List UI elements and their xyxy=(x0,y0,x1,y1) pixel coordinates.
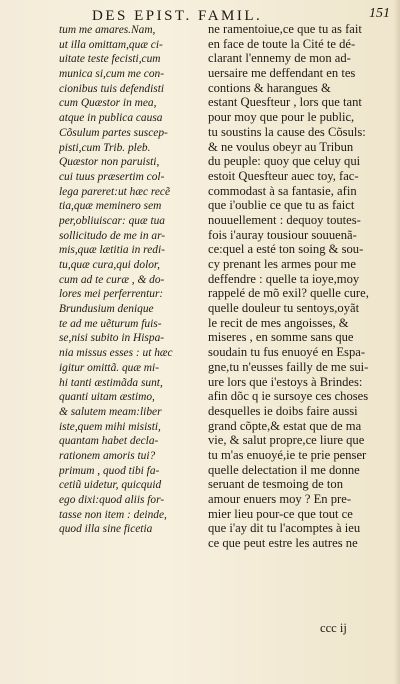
latin-text-line: sollicitudo de me in ar- xyxy=(59,229,166,242)
french-text-line: ne ramentoiue,ce que tu as fait xyxy=(208,22,362,36)
french-text-line: afin dõc q ie sursoye ces choses xyxy=(208,389,369,404)
french-text-line: nouuellement : dequoy toutes- xyxy=(208,212,361,227)
latin-text-line: quantam habet decla- xyxy=(59,435,159,448)
latin-text-line: quod illa sine ficetia xyxy=(59,523,153,536)
french-text-line: desquelles ie doibs faire aussi xyxy=(208,403,358,418)
latin-text-line: cum ad te curæ , & do- xyxy=(59,273,165,286)
french-text-line: pour moy que pour le public, xyxy=(208,110,355,125)
running-head: DES EPIST. FAMIL. xyxy=(92,8,263,24)
latin-text-line: atque in publica causa xyxy=(59,112,163,125)
page-number: 151 xyxy=(369,6,390,21)
french-text-line: commodast à sa fantasie, afin xyxy=(208,183,357,198)
french-text-line: soudain tu fus enuoyé en Espa- xyxy=(208,345,366,360)
latin-text-line: Quæstor non paruisti, xyxy=(59,156,160,169)
french-text-line: deffendre : quelle ta ioye,moy xyxy=(208,271,360,286)
french-text-line: que i'ay dit tu l'acomptes à ieu xyxy=(208,521,361,536)
french-text-line: amour enuers moy ? En pre- xyxy=(208,492,352,506)
latin-text-line: tia,quæ meminero sem xyxy=(59,200,162,213)
french-text-column xyxy=(208,22,398,551)
french-text-line: du peuple: quoy que celuy qui xyxy=(208,154,361,169)
french-text-line: contions & harangues & xyxy=(208,80,331,95)
french-text-line: estoit Quesfteur auec toy, fac- xyxy=(208,168,359,183)
french-text-line: uersaire me deffendant en tes xyxy=(208,66,356,81)
french-text-line: quelle delectation il me donne xyxy=(208,462,360,477)
latin-text-line: lega pareret:ut hæc recẽ xyxy=(59,185,171,198)
page-edge-shadow xyxy=(394,0,400,684)
latin-text-line: nia missus esses : ut hæc xyxy=(59,347,173,360)
french-text-line: quelle douleur tu sentoys,oyãt xyxy=(208,301,360,316)
french-text-line: tu m'as enuoyé,ie te prie penser xyxy=(208,447,367,462)
french-text-line: & ne voulus obeyr au Tribun xyxy=(208,139,354,154)
latin-text-line: cum Quæstor in mea, xyxy=(59,97,157,110)
latin-text-line: te ad me uẽturum fuis- xyxy=(59,317,162,330)
french-text-line: mier lieu pour-ce que tout ce xyxy=(208,506,353,521)
french-text-line: gne,tu n'eusses failly de me sui- xyxy=(208,359,369,374)
latin-text-line: iste,quem mihi misisti, xyxy=(59,420,161,433)
latin-text-line: se,nisi subito in Hispa- xyxy=(59,332,165,345)
latin-text-line: quanti uitam æstimo, xyxy=(59,391,155,404)
latin-text-column xyxy=(59,23,204,537)
french-text-line: miseres , en somme sans que xyxy=(208,330,354,345)
french-text-line: tu soustins la cause des Cõsuls: xyxy=(208,124,366,139)
french-text-line: que i'oublie ce que tu as faict xyxy=(208,198,355,213)
latin-text-line: primum , quod tibi fa- xyxy=(59,464,160,477)
latin-text-line: cetiũ uidetur, quicquid xyxy=(59,479,162,492)
latin-text-line: igitur omittã. quæ mi- xyxy=(59,361,159,374)
latin-text-line: cui tuus præsertim col- xyxy=(59,170,165,183)
french-text-line: seruant de tesmoing de ton xyxy=(208,477,344,492)
french-text-line: le recit de mes angoisses, & xyxy=(208,315,349,330)
latin-text-line: hi tanti æstimãda sunt, xyxy=(59,376,163,389)
french-text-line: vie, & salut propre,ce liure que xyxy=(208,433,365,448)
latin-text-line: ut illa omittam,quæ ci- xyxy=(59,38,163,51)
latin-text-line: Brundusium denique xyxy=(59,303,154,316)
french-text-line: grand cõpte,& estat que de ma xyxy=(208,418,362,433)
french-text-line: cy prenant les armes pour me xyxy=(208,257,356,271)
signature-mark: ccc ij xyxy=(320,621,347,635)
french-text-line: en face de toute la Cité te dé- xyxy=(208,36,356,51)
latin-text-line: tasse non item : deinde, xyxy=(59,508,167,521)
french-text-line: clarant l'ennemy de mon ad- xyxy=(208,51,351,66)
latin-text-line: ego dixi:quod aliis for- xyxy=(59,494,165,506)
latin-text-line: lores mei perferrentur: xyxy=(59,288,164,301)
latin-text-line: pisti,cum Trib. pleb. xyxy=(59,141,151,154)
french-text-line: estant Quesfteur , lors que tant xyxy=(208,95,362,110)
latin-text-line: mis,quæ lætitia in redi- xyxy=(59,244,165,257)
french-text-line: fois i'auray tousiour souuenã- xyxy=(208,227,357,242)
latin-text-line: tu,quæ cura,qui dolor, xyxy=(59,259,160,271)
latin-text-line: munica si,cum me con- xyxy=(59,68,165,81)
latin-text-line: cionibus tuis defendisti xyxy=(59,82,165,95)
latin-text-line: tum me amares.Nam, xyxy=(59,24,156,36)
french-text-line: ce:quel a esté ton soing & sou- xyxy=(208,242,364,257)
latin-text-line: uitate teste fecisti,cum xyxy=(59,53,161,66)
latin-text-line: per,obliuiscar: quæ tua xyxy=(59,214,165,227)
latin-text-line: rationem amoris tui? xyxy=(59,449,156,462)
french-text-line: ce que peut estre les autres ne xyxy=(208,536,358,551)
latin-text-line: Cõsulum partes suscep- xyxy=(59,126,168,139)
french-text-line: ure lors que i'estoys à Brindes: xyxy=(208,374,363,389)
latin-text-line: & salutem meam:liber xyxy=(59,405,162,418)
french-text-line: rappelé de mõ exil? quelle cure, xyxy=(208,286,369,301)
